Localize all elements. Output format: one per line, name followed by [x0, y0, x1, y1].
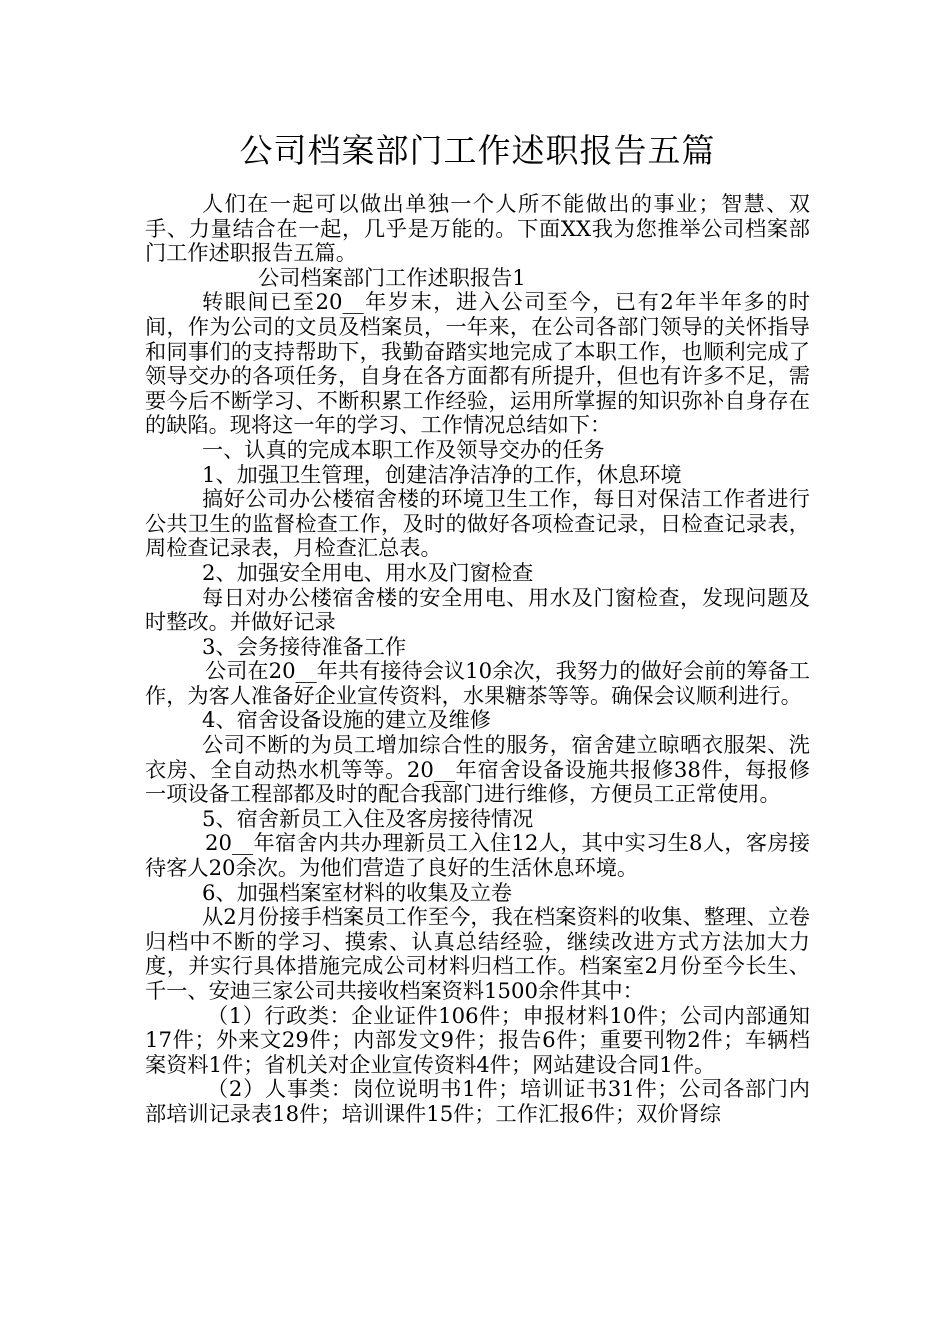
body-paragraph: 从2月份接手档案员工作至今，我在档案资料的收集、整理、立卷归档中不断的学习、摸索、认真总结经验，继续改进方式方法加大力度，并实行具体措施完成公司材料归档工作。档案室2月份至今长生、千一、安迪三家公司共接收档案资料1500余件其中：	[145, 904, 810, 1003]
subsection-heading: 4、宿舍设备设施的建立及维修	[202, 707, 491, 733]
list-paragraph: （2）人事类：岗位说明书1件；培训证书31件；公司各部门内部培训记录表18件；培训课件15件；工作汇报6件；双价肾综	[145, 1076, 810, 1126]
body-paragraph: 转眼间已至20__年岁末，进入公司至今，已有2年半年多的时间，作为公司的文员及档案员，一年来，在公司各部门领导的关怀指导和同事们的支持帮助下，我勤奋踏实地完成了本职工作，也顺利完成了领导交办的各项任务，自身在各方面都有所提升，但也有许多不足，需要今后不断学习、不断积累工作经验，运用所掌握的知识弥补自身存在的缺陷。现将这一年的学习、工作情况总结如下：	[145, 289, 810, 438]
subsection-heading: 3、会务接待准备工作	[202, 633, 407, 659]
intro-paragraph: 人们在一起可以做出单独一个人所不能做出的事业；智慧、双手、力量结合在一起，几乎是万能的。下面XX我为您推举公司档案部门工作述职报告五篇。	[145, 191, 810, 266]
subsection-heading: 1、加强卫生管理，创建洁净洁净的工作，休息环境	[202, 461, 682, 487]
list-paragraph: （1）行政类：企业证件106件；申报材料10件；公司内部通知17件；外来文29件；内部发文9件；报告6件；重要刊物2件；车辆档案资料1件；省机关对企业宣传资料4件；网站建设合同1件。	[145, 1002, 810, 1077]
section-heading: 一、认真的完成本职工作及领导交办的任务	[202, 436, 605, 462]
body-paragraph: 搞好公司办公楼宿舍楼的环境卫生工作，每日对保洁工作者进行公共卫生的监督检查工作，及时的做好各项检查记录，日检查记录表，周检查记录表，月检查汇总表。	[145, 486, 810, 561]
body-paragraph: 每日对办公楼宿舍楼的安全用电、用水及门窗检查，发现问题及时整改。并做好记录	[145, 584, 810, 635]
document-title: 公司档案部门工作述职报告五篇	[239, 131, 716, 170]
body-paragraph: 公司不断的为员工增加综合性的服务，宿舍建立晾晒衣服架、洗衣房、全自动热水机等等。20__年宿舍设备设施共报修38件，每报修一项设备工程部都及时的配合我部门进行维修，方便员工正常使用。	[145, 732, 810, 807]
report-heading: 公司档案部门工作述职报告1	[258, 264, 526, 290]
body-paragraph: 20__年宿舍内共办理新员工入住12人，其中实习生8人，客房接待客人20余次。为他们营造了良好的生活休息环境。	[145, 830, 810, 881]
subsection-heading: 2、加强安全用电、用水及门窗检查	[202, 559, 534, 585]
body-paragraph: 公司在20__年共有接待会议10余次，我努力的做好会前的筹备工作，为客人准备好企业宣传资料，水果糖茶等等。确保会议顺利进行。	[145, 658, 810, 708]
subsection-heading: 6、加强档案室材料的收集及立卷	[202, 879, 513, 905]
subsection-heading: 5、宿舍新员工入住及客房接待情况	[202, 805, 534, 831]
document-page	[145, 127, 810, 1127]
